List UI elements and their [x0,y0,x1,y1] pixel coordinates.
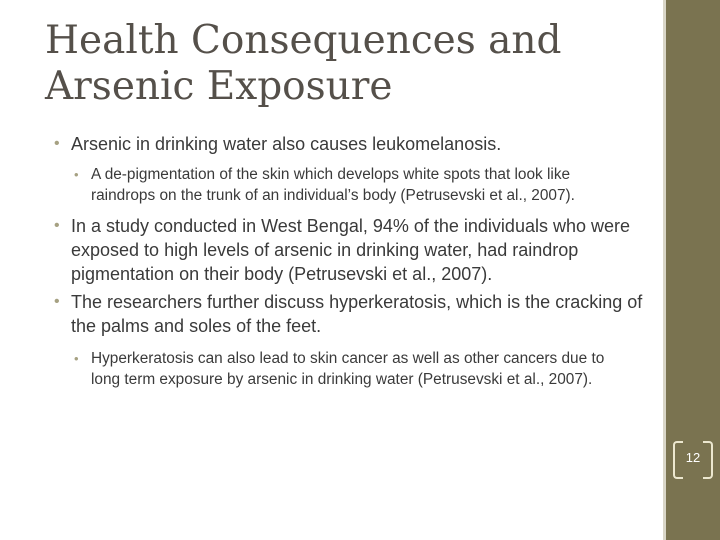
sub-bullet-text-2: Hyperkeratosis can also lead to skin cancer as well as other cancers due to long term exposure by arsenic in drinking water (Petrusevski et al., 2007). [91,350,605,388]
bullet-text-1: Arsenic in drinking water also causes leukomelanosis. [71,134,502,154]
bullet-text-3: The researchers further discuss hyperkeratosis, which is the cracking of the palms and soles of the feet. [71,292,643,336]
bullet-dot-icon: • [54,293,60,310]
page-number: 12 [685,450,701,465]
bullet-dot-icon: • [74,167,79,182]
page-number-badge [673,441,713,477]
bullet-dot-icon: • [74,351,79,366]
sub-bullet-item-1 [74,164,631,206]
slide-title-line-1: Health Consequences and [45,18,562,63]
sub-bullet-text-1: A de-pigmentation of the skin which develops white spots that look like raindrops on the trunk of an individual’s body (Petrusevski et al., 2007). [91,166,575,204]
bullet-list [54,132,654,390]
sub-bullet-item-2 [74,348,631,390]
bullet-text-2: In a study conducted in West Bengal, 94% of the individuals who were exposed to high levels of arsenic in drinking water, had raindrop pigmentation on their body (Petrusevski et al., 2007). [71,216,631,284]
bullet-dot-icon: • [54,135,60,152]
slide-title [45,18,645,110]
slide-title-line-2: Arsenic Exposure [45,64,393,109]
bullet-item-3 [54,290,654,338]
bullet-item-2 [54,214,654,286]
bullet-item-1 [54,132,654,156]
bullet-dot-icon: • [54,217,60,234]
